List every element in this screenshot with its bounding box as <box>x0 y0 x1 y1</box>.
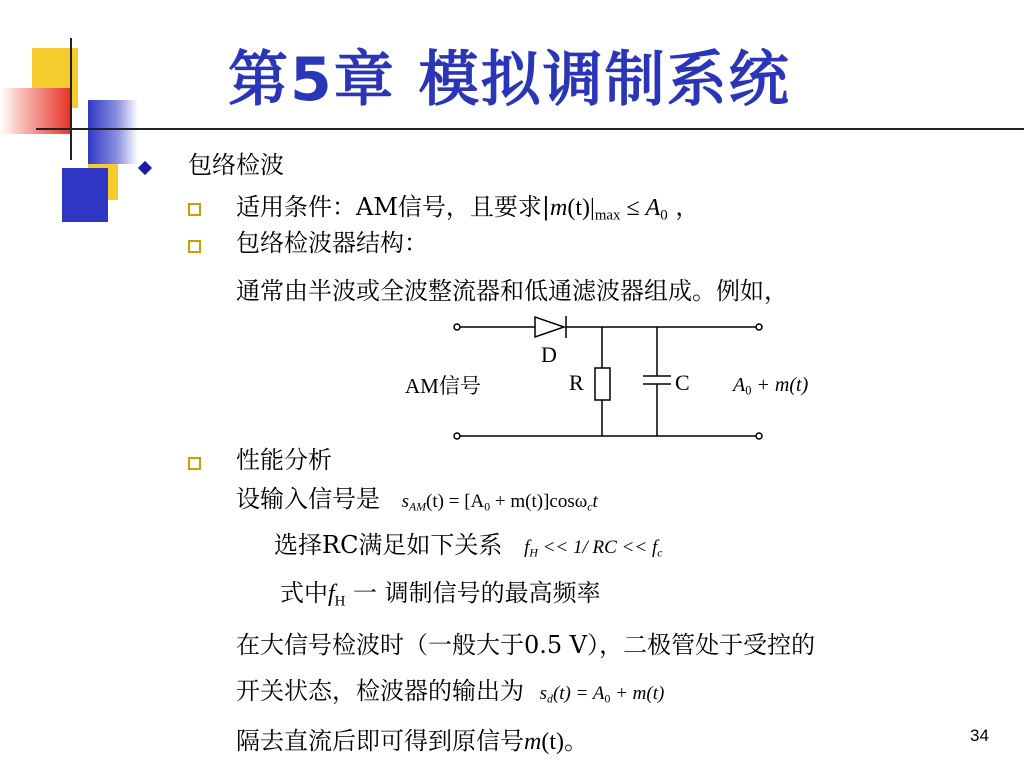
output-terminal-bottom <box>756 433 762 439</box>
diode-symbol <box>535 317 564 337</box>
rc-condition-text: 选择RC满足如下关系 <box>274 531 503 559</box>
sam-zero: 0 <box>484 500 491 514</box>
rc-condition-formula <box>524 536 662 558</box>
output-A: A <box>733 374 746 396</box>
input-terminal-bottom <box>454 433 460 439</box>
input-signal-text: 设输入信号是 <box>236 485 380 513</box>
slide-decoration <box>0 0 140 240</box>
formula-prefix: 式中 <box>280 579 328 607</box>
condition-suffix: ， <box>667 193 700 221</box>
condition-A: A <box>645 195 661 221</box>
sd-s: s <box>539 683 548 704</box>
formula-H: H <box>334 593 346 610</box>
recover-end: 。 <box>564 727 588 755</box>
sd-zero: 0 <box>604 692 611 706</box>
diode-label: D <box>541 342 557 367</box>
large-signal-line: 在大信号检波时（一般大于0.5 V），二极管处于受控的 <box>236 631 816 659</box>
blue-square-large <box>62 168 108 222</box>
switch-state-text: 开关状态，检波器的输出为 <box>236 677 524 705</box>
formula-rest: 一 调制信号的最高频率 <box>345 579 601 607</box>
rc-condition-line <box>274 530 662 569</box>
switch-state-line <box>236 676 664 715</box>
fh-H: H <box>529 546 538 560</box>
condition-max: max <box>594 207 621 224</box>
structure-description: 通常由半波或全波整流器和低通滤波器组成。例如， <box>236 277 788 305</box>
sam-t: t <box>592 491 598 512</box>
sd-rest2: + m(t) <box>610 683 665 704</box>
page-number: 34 <box>970 726 989 745</box>
blue-square-gradient <box>88 100 138 164</box>
resistor-label: R <box>569 370 584 395</box>
input-signal-label: AM信号 <box>405 374 481 398</box>
fh-f: f <box>524 537 530 558</box>
sam-rest: (t) = [A <box>426 491 485 512</box>
sam-rest2: + m(t)]cosω <box>490 491 588 512</box>
capacitor-label: C <box>675 370 690 395</box>
structure-heading: 包络检波器结构： <box>236 229 428 257</box>
square-bullet-icon <box>188 203 201 216</box>
fh-mid: << 1/ RC << f <box>537 537 658 558</box>
recover-signal-line <box>236 726 588 757</box>
formula-explanation <box>280 578 601 616</box>
square-bullet-icon <box>188 240 201 253</box>
performance-heading: 性能分析 <box>236 446 332 474</box>
recover-m: m <box>524 729 542 755</box>
output-rest: + m(t) <box>751 374 809 396</box>
output-label <box>733 372 808 399</box>
formula-f: f <box>328 581 335 607</box>
condition-text: 适用条件：AM信号，且要求| <box>236 193 550 221</box>
input-signal-formula <box>402 490 598 512</box>
sam-sub: AM <box>409 500 427 514</box>
recover-t: (t) <box>541 729 564 755</box>
sd-d: d <box>547 692 553 706</box>
sam-c: c <box>587 500 593 514</box>
condition-m: m <box>550 195 568 221</box>
condition-A-sub: 0 <box>660 207 668 224</box>
recover-text: 隔去直流后即可得到原信号 <box>236 727 524 755</box>
output-terminal-top <box>756 324 762 330</box>
slide-title: 第5章 模拟调制系统 <box>228 45 791 115</box>
sd-rest: (t) = A <box>552 683 605 704</box>
output-formula <box>540 682 665 704</box>
resistor-symbol <box>595 368 610 400</box>
condition-line <box>236 192 699 230</box>
horizontal-line <box>36 128 1024 130</box>
output-A-sub: 0 <box>745 383 752 398</box>
vertical-line <box>70 38 72 160</box>
square-bullet-icon <box>188 457 201 470</box>
fh-c: c <box>657 546 663 560</box>
heading-envelope-detection: 包络检波 <box>188 151 284 179</box>
input-terminal-top <box>454 324 460 330</box>
envelope-detector-circuit <box>440 312 780 452</box>
condition-t: (t)| <box>567 195 595 221</box>
input-signal-line <box>236 484 598 523</box>
diamond-bullet-icon <box>138 161 152 175</box>
sam-s: s <box>401 491 410 512</box>
condition-leq: ≤ <box>620 195 646 221</box>
